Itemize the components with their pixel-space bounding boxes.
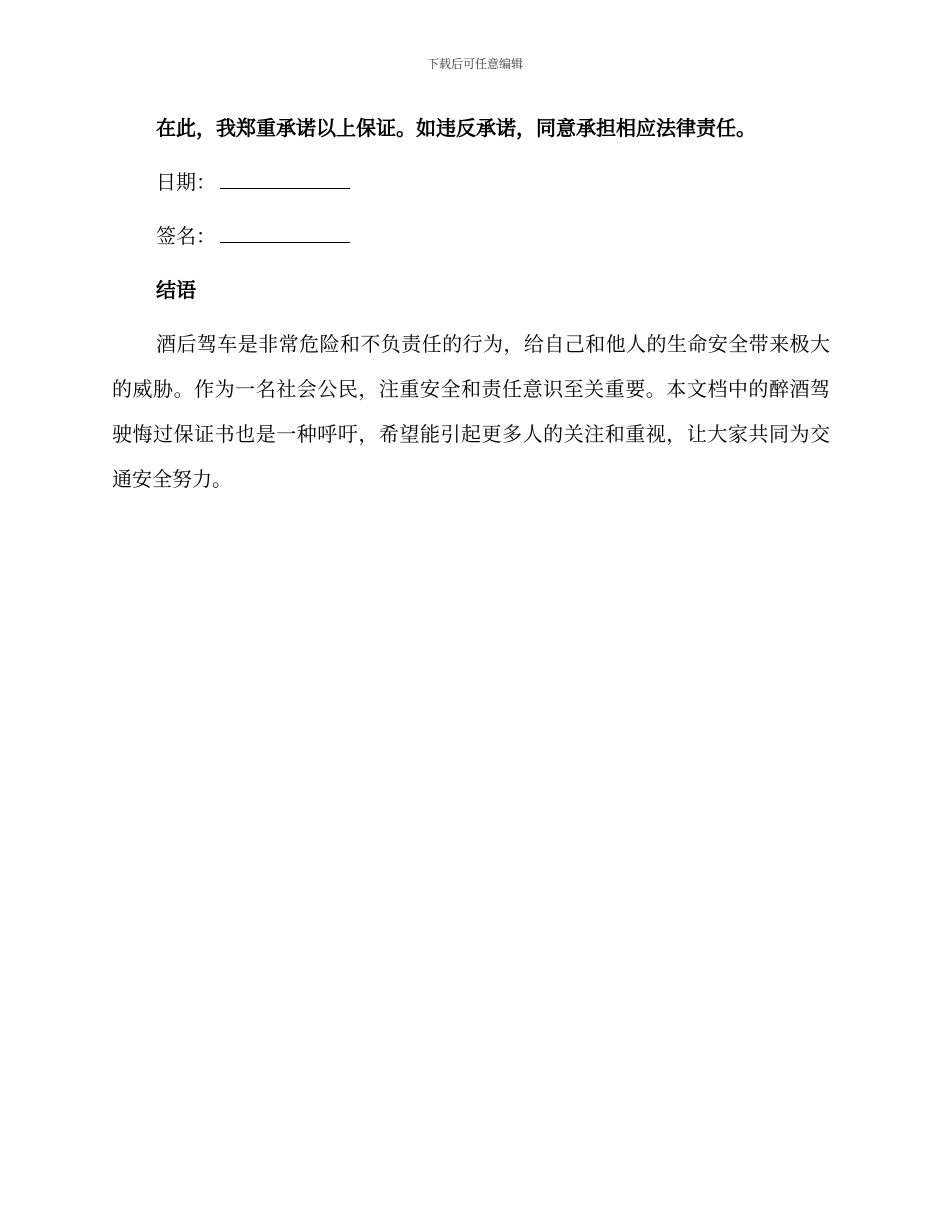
conclusion-heading: 结语 xyxy=(156,278,196,302)
header-note: 下载后可任意编辑 xyxy=(426,57,523,71)
date-label: 日期： xyxy=(156,170,216,194)
document-content xyxy=(112,106,830,502)
signature-label: 签名： xyxy=(156,224,216,248)
signature-field xyxy=(112,214,830,258)
pledge-statement: 在此，我郑重承诺以上保证。如违反承诺，同意承担相应法律责任。 xyxy=(156,116,756,140)
signature-blank-line xyxy=(220,218,350,243)
conclusion-paragraph: 酒后驾车是非常危险和不负责任的行为，给自己和他人的生命安全带来极大的威胁。作为一名社会公民，注重安全和责任意识至关重要。本文档中的醉酒驾驶悔过保证书也是一种呼吁，希望能引起更多人的关注和重视，让大家共同为交通安全努力。 xyxy=(112,332,830,491)
date-blank-line xyxy=(220,164,350,189)
date-field xyxy=(112,160,830,204)
